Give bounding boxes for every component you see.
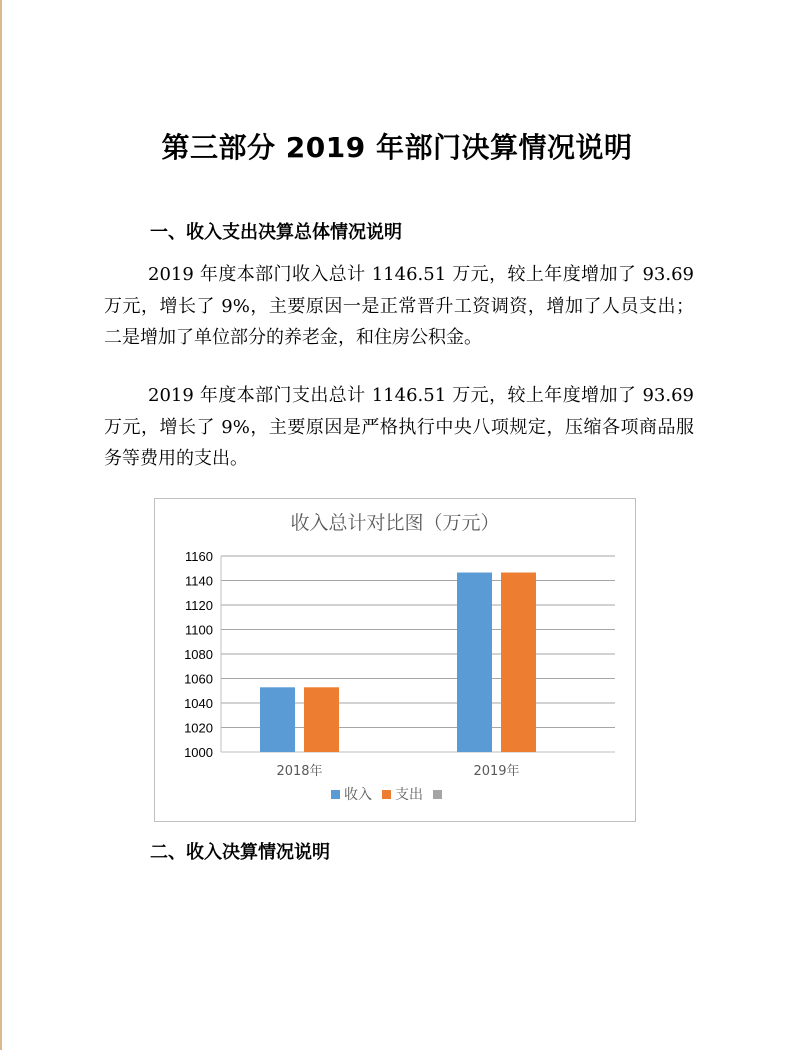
x-category-label: 2018年 xyxy=(276,764,323,779)
y-tick-label: 1060 xyxy=(184,671,213,687)
comparison-chart xyxy=(154,498,636,822)
y-tick-label: 1160 xyxy=(185,549,213,564)
legend-swatch xyxy=(331,790,340,799)
legend-swatch xyxy=(382,790,391,799)
paragraph-expenditure: 2019 年度本部门支出总计 1146.51 万元，较上年度增加了 93.69 万元，增长了 9%，主要原因是严格执行中央八项规定，压缩各项商品服务等费用的支出。 xyxy=(104,385,694,469)
page-title: 第三部分 2019 年部门决算情况说明 xyxy=(161,131,633,164)
bar-income xyxy=(457,573,492,752)
legend-swatch xyxy=(433,790,442,799)
chart-title: 收入总计对比图（万元） xyxy=(290,512,500,534)
chart-legend xyxy=(331,786,442,803)
section-heading-1: 一、收入支出决算总体情况说明 xyxy=(150,222,402,243)
chart-svg xyxy=(155,499,635,821)
bar-expenditure xyxy=(304,687,339,752)
legend-label: 收入 xyxy=(344,787,372,803)
y-tick-label: 1100 xyxy=(185,622,213,638)
y-tick-label: 1020 xyxy=(184,720,213,736)
chart-bars xyxy=(260,573,536,752)
y-tick-label: 1080 xyxy=(184,647,213,662)
bar-income xyxy=(260,687,295,752)
legend-label: 支出 xyxy=(395,787,423,803)
y-tick-label: 1140 xyxy=(185,573,213,589)
y-tick-label: 1040 xyxy=(184,696,213,711)
y-tick-label: 1120 xyxy=(185,598,213,613)
y-tick-label: 1000 xyxy=(184,745,213,760)
x-category-label: 2019年 xyxy=(473,764,520,779)
bar-expenditure xyxy=(501,573,536,752)
paragraph-income: 2019 年度本部门收入总计 1146.51 万元，较上年度增加了 93.69 万元，增长了 9%，主要原因一是正常晋升工资调资，增加了人员支出；二是增加了单位部分的养老金，和住房公积金。 xyxy=(104,264,694,348)
section-heading-2: 二、收入决算情况说明 xyxy=(150,842,330,863)
